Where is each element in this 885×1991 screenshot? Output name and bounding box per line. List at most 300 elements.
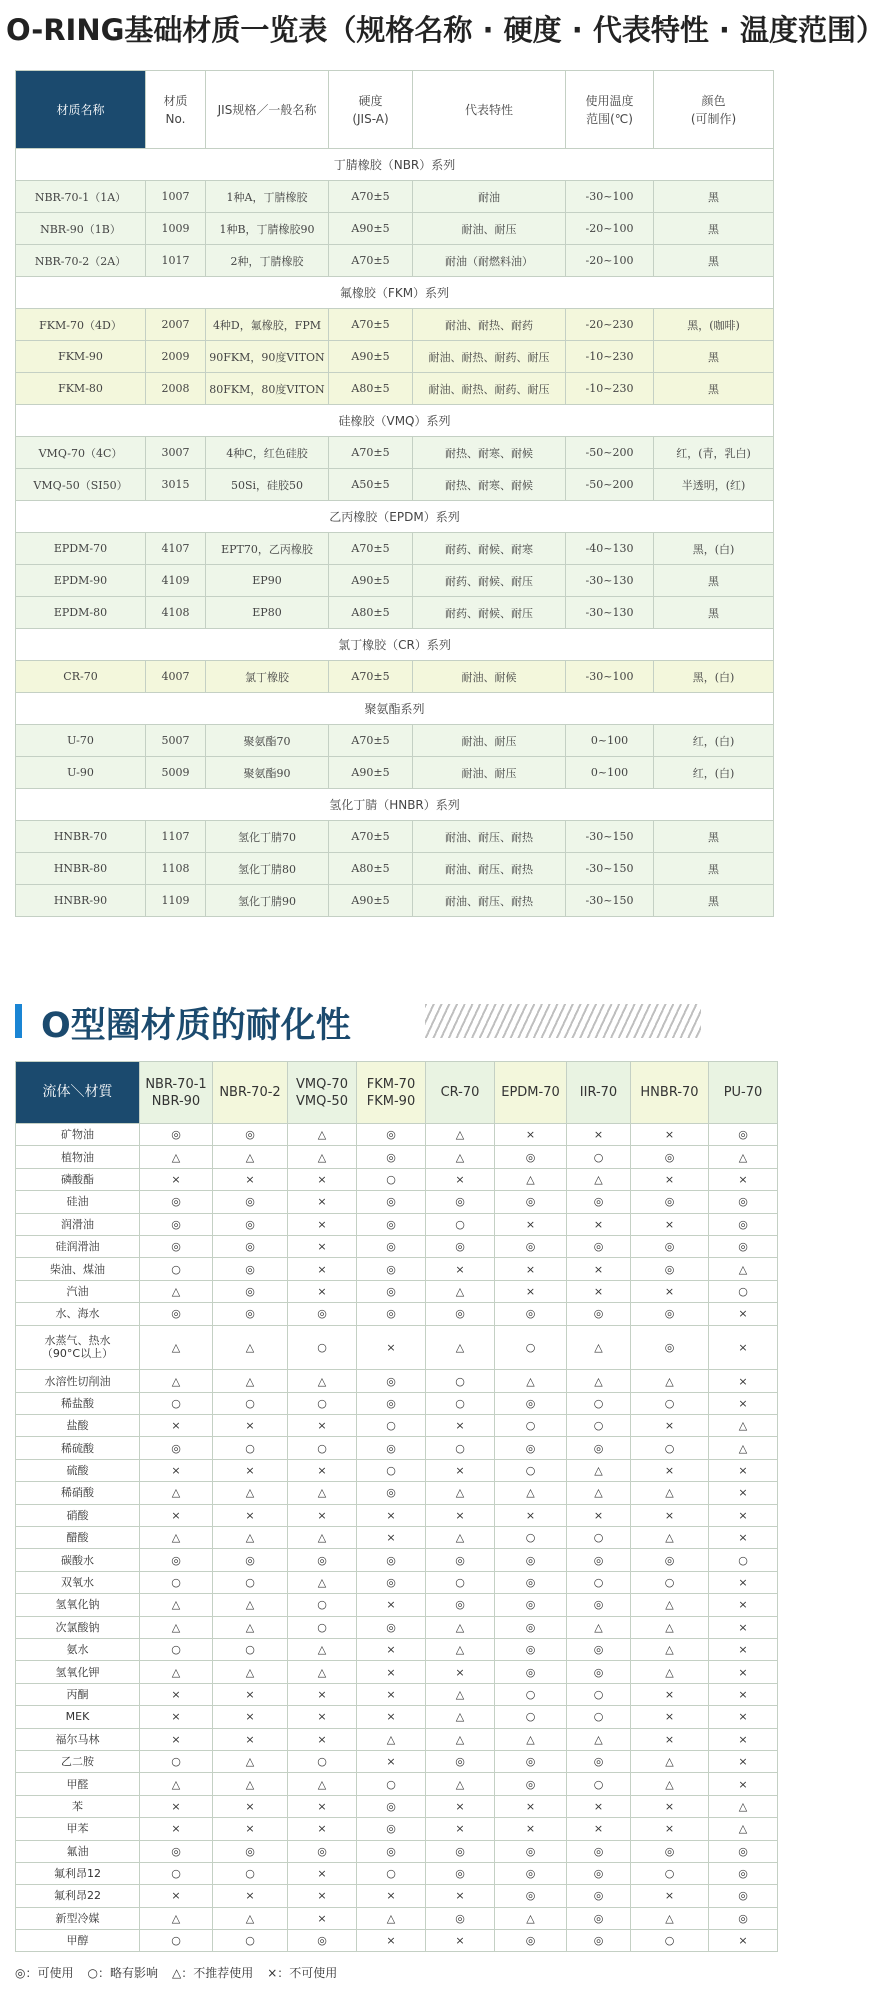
resistance-rating: ◎ (213, 1191, 288, 1213)
table-cell: NBR-70-2（2A） (16, 245, 146, 277)
resistance-rating: ◎ (495, 1661, 567, 1683)
resistance-rating: △ (426, 1146, 495, 1168)
resistance-rating: ○ (567, 1706, 631, 1728)
resistance-rating: ○ (357, 1459, 426, 1481)
resistance-rating: ○ (288, 1616, 357, 1638)
table-row (16, 1549, 778, 1571)
table-cell: -50~200 (566, 469, 654, 501)
table-cell: 半透明，(红) (654, 469, 774, 501)
table-row (16, 1930, 778, 1952)
resistance-rating: ◎ (631, 1840, 709, 1862)
resistance-rating: ◎ (357, 1795, 426, 1817)
column-header: 材质名称 (16, 71, 146, 149)
resistance-rating: ◎ (140, 1191, 213, 1213)
resistance-rating: △ (140, 1325, 213, 1370)
resistance-rating: △ (213, 1370, 288, 1392)
resistance-rating: × (140, 1706, 213, 1728)
resistance-rating: △ (426, 1124, 495, 1146)
table-row (16, 1750, 778, 1772)
resistance-rating: × (631, 1213, 709, 1235)
column-header: 硬度 (JIS-A) (329, 71, 413, 149)
resistance-rating: △ (213, 1146, 288, 1168)
resistance-rating: × (567, 1818, 631, 1840)
table-cell: 4107 (146, 533, 206, 565)
resistance-rating: △ (567, 1168, 631, 1190)
table-row (16, 821, 774, 853)
resistance-rating: ◎ (213, 1303, 288, 1325)
fluid-name: 水、海水 (16, 1303, 140, 1325)
table-cell: 3007 (146, 437, 206, 469)
resistance-rating: ○ (213, 1571, 288, 1593)
resistance-rating: △ (709, 1818, 778, 1840)
table-cell: 耐油、耐热、耐药、耐压 (413, 341, 566, 373)
table-row (16, 1773, 778, 1795)
resistance-rating: △ (288, 1146, 357, 1168)
resistance-rating: ◎ (357, 1213, 426, 1235)
resistance-rating: △ (140, 1773, 213, 1795)
table-cell: -30~130 (566, 565, 654, 597)
fluid-name: MEK (16, 1706, 140, 1728)
table-cell: -30~150 (566, 885, 654, 917)
fluid-name: 甲醛 (16, 1773, 140, 1795)
fluid-name: 氟利昂12 (16, 1862, 140, 1884)
resistance-rating: × (213, 1504, 288, 1526)
resistance-rating: △ (140, 1527, 213, 1549)
resistance-rating: × (709, 1482, 778, 1504)
table-cell: 黑 (654, 181, 774, 213)
table-cell: CR-70 (16, 661, 146, 693)
resistance-rating: ○ (495, 1527, 567, 1549)
resistance-rating: ◎ (357, 1303, 426, 1325)
section-row (16, 629, 774, 661)
fluid-name: 稀硫酸 (16, 1437, 140, 1459)
table-cell: EPT70，乙丙橡胶 (206, 533, 329, 565)
table-cell: A80±5 (329, 853, 413, 885)
legend-item: ×：不可使用 (267, 1966, 338, 1980)
table-cell: EPDM-70 (16, 533, 146, 565)
resistance-rating: × (288, 1683, 357, 1705)
resistance-rating: × (288, 1258, 357, 1280)
table-row (16, 1168, 778, 1190)
table-cell: 氢化丁腈70 (206, 821, 329, 853)
resistance-rating: △ (288, 1124, 357, 1146)
table-cell: 4种C，红色硅胶 (206, 437, 329, 469)
resistance-rating: ○ (357, 1168, 426, 1190)
table-row (16, 1504, 778, 1526)
resistance-rating: × (495, 1124, 567, 1146)
table-row (16, 597, 774, 629)
resistance-rating: △ (140, 1616, 213, 1638)
table-cell: HNBR-70 (16, 821, 146, 853)
table-cell: A80±5 (329, 597, 413, 629)
resistance-rating: × (357, 1706, 426, 1728)
resistance-rating: ◎ (426, 1907, 495, 1929)
resistance-rating: ◎ (213, 1549, 288, 1571)
table-cell: 黑 (654, 245, 774, 277)
section-title: 丁腈橡胶（NBR）系列 (16, 149, 774, 181)
resistance-rating: × (426, 1258, 495, 1280)
table-cell: 2007 (146, 309, 206, 341)
resistance-rating: △ (631, 1527, 709, 1549)
table-cell: A70±5 (329, 181, 413, 213)
table-row (16, 853, 774, 885)
resistance-rating: × (140, 1818, 213, 1840)
table-cell: FKM-90 (16, 341, 146, 373)
table-cell: VMQ-70（4C） (16, 437, 146, 469)
resistance-rating: × (288, 1280, 357, 1302)
table-cell: A70±5 (329, 533, 413, 565)
resistance-rating: × (140, 1885, 213, 1907)
table-row (16, 1594, 778, 1616)
resistance-rating: △ (426, 1482, 495, 1504)
resistance-rating: △ (631, 1616, 709, 1638)
resistance-rating: △ (140, 1482, 213, 1504)
resistance-rating: × (213, 1168, 288, 1190)
corner-header: 流体＼材質 (16, 1062, 140, 1124)
resistance-rating: × (709, 1616, 778, 1638)
resistance-rating: △ (357, 1907, 426, 1929)
section-title: 乙丙橡胶（EPDM）系列 (16, 501, 774, 533)
resistance-rating: ◎ (213, 1124, 288, 1146)
resistance-rating: × (426, 1818, 495, 1840)
table-cell: 耐油、耐压、耐热 (413, 885, 566, 917)
resistance-rating: ◎ (495, 1639, 567, 1661)
table-cell: 2008 (146, 373, 206, 405)
resistance-rating: × (709, 1392, 778, 1414)
resistance-rating: △ (426, 1773, 495, 1795)
resistance-rating: × (213, 1683, 288, 1705)
resistance-rating: ○ (495, 1459, 567, 1481)
resistance-rating: × (567, 1124, 631, 1146)
resistance-rating: ◎ (357, 1549, 426, 1571)
resistance-rating: ◎ (357, 1258, 426, 1280)
resistance-rating: × (567, 1213, 631, 1235)
resistance-rating: ○ (426, 1392, 495, 1414)
material-column-header: NBR-70-2 (213, 1062, 288, 1124)
resistance-rating: ◎ (567, 1437, 631, 1459)
resistance-rating: △ (495, 1370, 567, 1392)
table-row (16, 1795, 778, 1817)
resistance-rating: ○ (213, 1862, 288, 1884)
resistance-rating: △ (709, 1258, 778, 1280)
resistance-rating: △ (140, 1907, 213, 1929)
section-row (16, 789, 774, 821)
resistance-rating: ◎ (426, 1594, 495, 1616)
table-cell: 耐油、耐压、耐热 (413, 821, 566, 853)
decorative-hatch (425, 1004, 701, 1038)
table-row (16, 1571, 778, 1593)
resistance-rating: ○ (709, 1280, 778, 1302)
resistance-rating: △ (288, 1571, 357, 1593)
resistance-rating: ○ (426, 1571, 495, 1593)
resistance-rating: ○ (567, 1527, 631, 1549)
resistance-rating: × (631, 1124, 709, 1146)
resistance-rating: ○ (140, 1639, 213, 1661)
table-row (16, 1661, 778, 1683)
material-spec-table (15, 70, 774, 917)
resistance-rating: ◎ (357, 1124, 426, 1146)
table-row (16, 661, 774, 693)
resistance-rating: ◎ (495, 1191, 567, 1213)
table-row (16, 245, 774, 277)
table-cell: 1007 (146, 181, 206, 213)
resistance-rating: △ (426, 1706, 495, 1728)
resistance-rating: × (357, 1750, 426, 1772)
resistance-rating: △ (288, 1639, 357, 1661)
resistance-rating: △ (495, 1907, 567, 1929)
table-cell: 黑 (654, 341, 774, 373)
table-row (16, 1415, 778, 1437)
resistance-rating: ◎ (357, 1235, 426, 1257)
resistance-rating: × (495, 1504, 567, 1526)
legend (15, 1964, 351, 1981)
resistance-rating: ◎ (709, 1213, 778, 1235)
table-cell: 耐药、耐候、耐压 (413, 597, 566, 629)
resistance-rating: × (426, 1885, 495, 1907)
resistance-rating: △ (213, 1482, 288, 1504)
resistance-rating: × (357, 1325, 426, 1370)
table-row (16, 1303, 778, 1325)
legend-item: ○：略有影响 (87, 1966, 158, 1980)
resistance-rating: × (140, 1459, 213, 1481)
resistance-rating: × (213, 1415, 288, 1437)
fluid-name: 稀盐酸 (16, 1392, 140, 1414)
resistance-rating: × (357, 1930, 426, 1952)
fluid-name: 碳酸水 (16, 1549, 140, 1571)
resistance-rating: × (426, 1504, 495, 1526)
material-column-header: NBR-70-1 NBR-90 (140, 1062, 213, 1124)
column-header: JIS规格／一般名称 (206, 71, 329, 149)
resistance-rating: ○ (357, 1862, 426, 1884)
resistance-rating: ◎ (357, 1191, 426, 1213)
table-cell: 黑 (654, 565, 774, 597)
resistance-rating: △ (631, 1907, 709, 1929)
resistance-rating: △ (567, 1459, 631, 1481)
resistance-rating: △ (631, 1773, 709, 1795)
resistance-rating: × (631, 1728, 709, 1750)
resistance-rating: ◎ (495, 1885, 567, 1907)
fluid-name: 氟利昂22 (16, 1885, 140, 1907)
table-cell: -40~130 (566, 533, 654, 565)
resistance-rating: × (426, 1661, 495, 1683)
resistance-rating: ○ (709, 1549, 778, 1571)
fluid-name: 植物油 (16, 1146, 140, 1168)
section-row (16, 501, 774, 533)
resistance-rating: ◎ (357, 1392, 426, 1414)
resistance-rating: × (495, 1795, 567, 1817)
table-cell: 黑 (654, 821, 774, 853)
resistance-rating: × (567, 1258, 631, 1280)
table-row (16, 1459, 778, 1481)
fluid-name: 甲醇 (16, 1930, 140, 1952)
fluid-name: 盐酸 (16, 1415, 140, 1437)
resistance-rating: ◎ (213, 1280, 288, 1302)
resistance-rating: ◎ (567, 1191, 631, 1213)
resistance-rating: ◎ (567, 1303, 631, 1325)
table-cell: HNBR-90 (16, 885, 146, 917)
fluid-name: 硝酸 (16, 1504, 140, 1526)
fluid-name: 润滑油 (16, 1213, 140, 1235)
fluid-name: 磷酸酯 (16, 1168, 140, 1190)
table-row (16, 1616, 778, 1638)
table-cell: 耐油、耐热、耐药、耐压 (413, 373, 566, 405)
table-cell: 耐油、耐压 (413, 213, 566, 245)
resistance-rating: × (288, 1459, 357, 1481)
table-cell: EP80 (206, 597, 329, 629)
resistance-rating: × (709, 1728, 778, 1750)
resistance-rating: △ (357, 1728, 426, 1750)
table-cell: A90±5 (329, 213, 413, 245)
table-cell: A70±5 (329, 725, 413, 757)
fluid-name: 甲苯 (16, 1818, 140, 1840)
table-cell: 4108 (146, 597, 206, 629)
resistance-rating: ◎ (140, 1124, 213, 1146)
resistance-rating: × (631, 1504, 709, 1526)
resistance-rating: ◎ (357, 1280, 426, 1302)
resistance-rating: ○ (140, 1392, 213, 1414)
resistance-rating: × (495, 1818, 567, 1840)
table-row (16, 181, 774, 213)
fluid-name: 硅油 (16, 1191, 140, 1213)
table-cell: U-90 (16, 757, 146, 789)
resistance-rating: ◎ (709, 1862, 778, 1884)
table-cell: 红，(白) (654, 757, 774, 789)
section-row (16, 277, 774, 309)
resistance-rating: △ (709, 1415, 778, 1437)
table-cell: A50±5 (329, 469, 413, 501)
table-row (16, 1370, 778, 1392)
resistance-rating: × (288, 1795, 357, 1817)
table-row (16, 1840, 778, 1862)
table-cell: -30~100 (566, 181, 654, 213)
table-cell: A90±5 (329, 565, 413, 597)
resistance-rating: ○ (495, 1683, 567, 1705)
table-header-row (16, 1062, 778, 1124)
table-row (16, 1146, 778, 1168)
fluid-name: 硅润滑油 (16, 1235, 140, 1257)
table-cell: A70±5 (329, 245, 413, 277)
resistance-rating: △ (709, 1795, 778, 1817)
resistance-rating: △ (631, 1661, 709, 1683)
resistance-rating: ◎ (567, 1840, 631, 1862)
resistance-rating: × (709, 1571, 778, 1593)
resistance-rating: ◎ (426, 1862, 495, 1884)
resistance-rating: ○ (567, 1571, 631, 1593)
table-row (16, 1639, 778, 1661)
resistance-rating: △ (631, 1594, 709, 1616)
resistance-rating: ◎ (631, 1549, 709, 1571)
resistance-rating: × (288, 1168, 357, 1190)
resistance-rating: ○ (567, 1415, 631, 1437)
table-row (16, 1482, 778, 1504)
table-row (16, 1124, 778, 1146)
resistance-rating: ○ (357, 1773, 426, 1795)
resistance-rating: ○ (426, 1370, 495, 1392)
resistance-rating: ○ (631, 1930, 709, 1952)
table-cell: 黑 (654, 213, 774, 245)
table-cell: -30~130 (566, 597, 654, 629)
resistance-rating: ○ (631, 1862, 709, 1884)
resistance-rating: ○ (495, 1706, 567, 1728)
resistance-rating: ◎ (426, 1840, 495, 1862)
resistance-rating: ○ (567, 1392, 631, 1414)
resistance-rating: × (140, 1683, 213, 1705)
resistance-rating: × (426, 1459, 495, 1481)
fluid-name: 新型冷媒 (16, 1907, 140, 1929)
table-cell: FKM-70（4D） (16, 309, 146, 341)
resistance-rating: × (709, 1639, 778, 1661)
resistance-rating: × (709, 1370, 778, 1392)
table-cell: -20~230 (566, 309, 654, 341)
resistance-rating: ○ (495, 1325, 567, 1370)
table-cell: 耐药、耐候、耐压 (413, 565, 566, 597)
resistance-rating: × (709, 1168, 778, 1190)
resistance-rating: × (357, 1527, 426, 1549)
table-cell: 3015 (146, 469, 206, 501)
table-row (16, 885, 774, 917)
resistance-rating: × (631, 1415, 709, 1437)
resistance-rating: × (213, 1885, 288, 1907)
resistance-rating: × (709, 1706, 778, 1728)
resistance-rating: ◎ (709, 1885, 778, 1907)
section-row (16, 693, 774, 725)
resistance-rating: × (288, 1885, 357, 1907)
material-column-header: HNBR-70 (631, 1062, 709, 1124)
table-cell: 1017 (146, 245, 206, 277)
table-row (16, 309, 774, 341)
resistance-rating: △ (213, 1907, 288, 1929)
table-cell: NBR-90（1B） (16, 213, 146, 245)
table-row (16, 437, 774, 469)
resistance-rating: ◎ (288, 1549, 357, 1571)
resistance-rating: △ (426, 1639, 495, 1661)
table-cell: -30~100 (566, 661, 654, 693)
resistance-rating: × (631, 1795, 709, 1817)
table-cell: A70±5 (329, 309, 413, 341)
resistance-rating: △ (631, 1750, 709, 1772)
table-cell: 1108 (146, 853, 206, 885)
table-row (16, 1437, 778, 1459)
resistance-rating: × (631, 1280, 709, 1302)
table-cell: -30~150 (566, 821, 654, 853)
table-cell: 耐油、耐压 (413, 725, 566, 757)
table-cell: 50Si，硅胶50 (206, 469, 329, 501)
resistance-rating: ◎ (288, 1840, 357, 1862)
resistance-rating: × (567, 1795, 631, 1817)
table-row (16, 469, 774, 501)
fluid-name: 苯 (16, 1795, 140, 1817)
resistance-rating: ○ (213, 1639, 288, 1661)
table-cell: 1107 (146, 821, 206, 853)
table-cell: 耐油、耐热、耐药 (413, 309, 566, 341)
resistance-rating: × (288, 1907, 357, 1929)
resistance-rating: ○ (140, 1930, 213, 1952)
table-cell: 1009 (146, 213, 206, 245)
fluid-name: 硫酸 (16, 1459, 140, 1481)
table-cell: 氯丁橡胶 (206, 661, 329, 693)
table-cell: HNBR-80 (16, 853, 146, 885)
page-title: O-RING基础材质一览表（规格名称 · 硬度 · 代表特性 · 温度范围） (6, 13, 885, 47)
table-row (16, 1258, 778, 1280)
material-column-header: VMQ-70 VMQ-50 (288, 1062, 357, 1124)
resistance-rating: ○ (567, 1683, 631, 1705)
resistance-rating: ◎ (495, 1437, 567, 1459)
table-cell: 90FKM，90度VITON (206, 341, 329, 373)
fluid-name: 氟油 (16, 1840, 140, 1862)
table-cell: EPDM-90 (16, 565, 146, 597)
resistance-rating: ◎ (709, 1124, 778, 1146)
resistance-rating: × (709, 1930, 778, 1952)
